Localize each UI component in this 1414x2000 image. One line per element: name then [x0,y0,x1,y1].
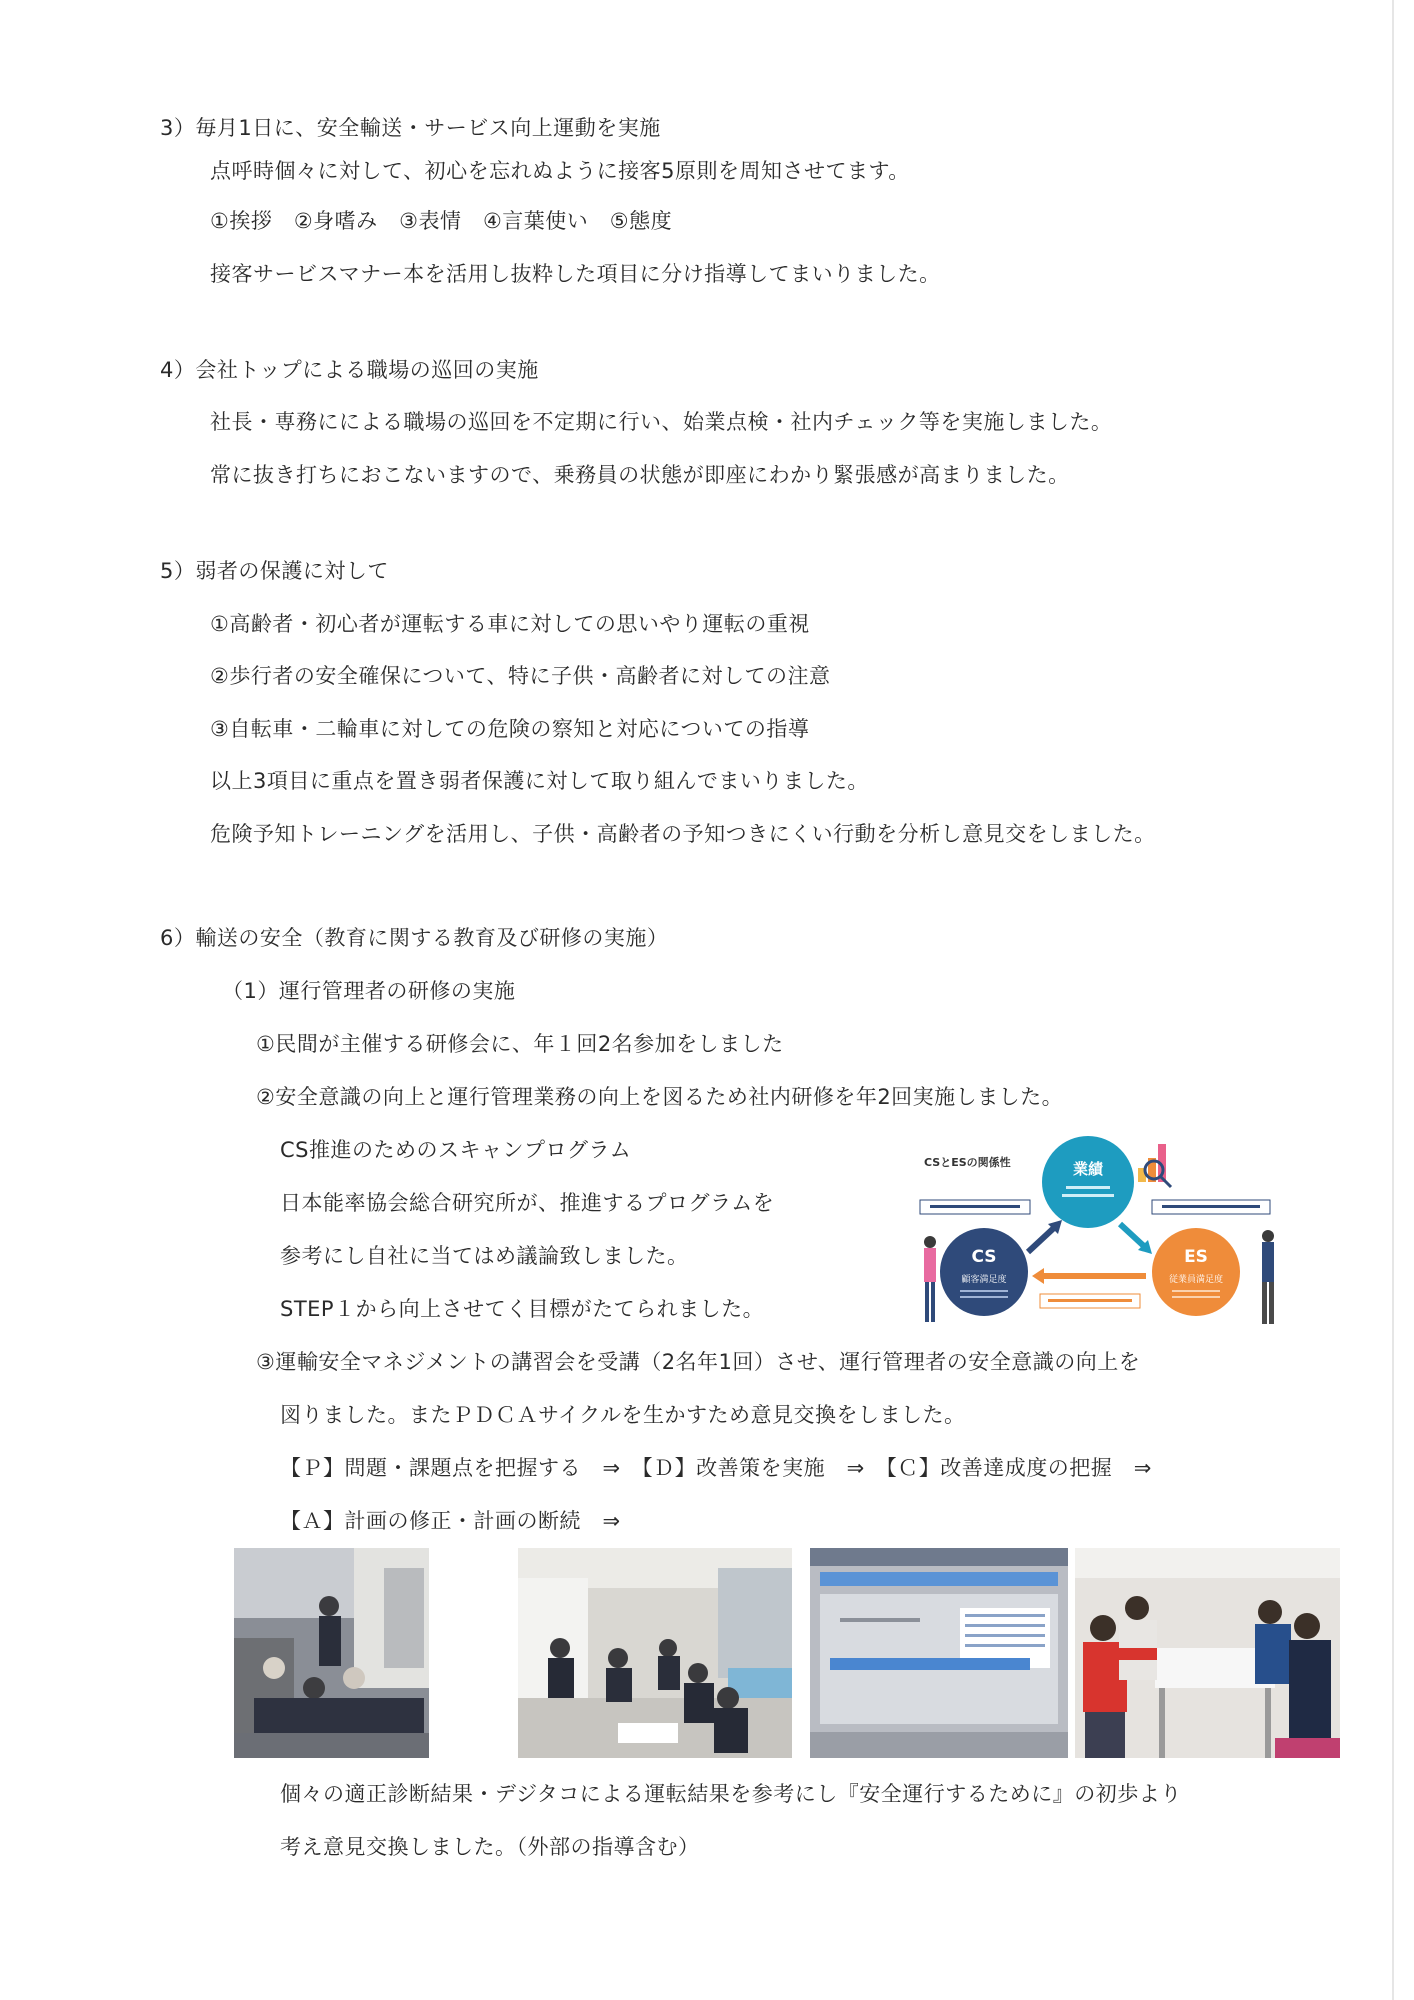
closing-line2: 考え意見交換しました。（外部の指導含む） [280,1835,700,1859]
cs-sub-label: 顧客満足度 [961,1275,1007,1285]
arrow-cs-to-performance [1028,1226,1056,1252]
diagram-title: CSとESの関係性 [924,1156,1011,1169]
photo-computer-screen [810,1548,1068,1758]
section4-line1: 社長・専務にによる職場の巡回を不定期に行い、始業点検・社内チェック等を実施しました。 [210,410,1113,434]
section6-cs-line4: STEP１から向上させてく目標がたてられました。 [280,1297,765,1321]
section6-sub1: （1）運行管理者の研修の実施 [222,979,516,1003]
section3-heading: 3）毎月1日に、安全輸送・サービス向上運動を実施 [160,116,661,140]
man-figure-icon [1262,1230,1274,1324]
cs-circle [940,1228,1028,1316]
section3-line2: 接客サービスマナー本を活用し抜粋した項目に分け指導してまいりました。 [210,262,941,286]
woman-figure-icon [924,1236,936,1322]
pdca-line1: 【Ｐ】問題・課題点を把握する ⇒ 【Ｄ】改善策を実施 ⇒ 【Ｃ】改善達成度の把握 ⇒ [280,1456,1152,1480]
es-sub-label: 従業員満足度 [1168,1275,1224,1285]
photo-meeting-room [1075,1548,1340,1758]
section6-heading: 6）輸送の安全（教育に関する教育及び研修の実施） [160,926,669,950]
photo-office-meeting-2 [518,1548,792,1758]
section6-cs-line2: 日本能率協会総合研究所が、推進するプログラムを [280,1191,775,1215]
es-circle [1152,1228,1240,1316]
section5-item1: ①高齢者・初心者が運転する車に対しての思いやり運転の重視 [210,612,810,636]
section5-line2: 危険予知トレーニングを活用し、子供・高齢者の予知つきにくい行動を分析し意見交をしました。 [210,822,1156,846]
arrow-performance-to-es [1120,1224,1146,1248]
section6-item3b: 図りました。またＰＤＣＡサイクルを生かすため意見交換をしました。 [280,1403,966,1427]
pdca-line2: 【Ａ】計画の修正・計画の断続 ⇒ [280,1509,621,1533]
cs-label: CS [971,1247,997,1267]
es-label: ES [1184,1247,1208,1267]
section3-principles: ①挨拶 ②身嗜み ③表情 ④言葉使い ⑤態度 [210,209,673,233]
closing-line1: 個々の適正診断結果・デジタコによる運転結果を参考にし『安全運行するために』の初歩より [280,1782,1182,1806]
section5-heading: 5）弱者の保護に対して [160,559,389,583]
cs-es-diagram [916,1130,1282,1330]
scan-edge-line [1392,0,1394,2000]
section3-line1: 点呼時個々に対して、初心を忘れぬように接客5原則を周知させてます。 [210,159,910,183]
section5-line1: 以上3項目に重点を置き弱者保護に対して取り組んでまいりました。 [210,769,869,793]
section6-cs-line3: 参考にし自社に当てはめ議論致しました。 [280,1244,689,1268]
section6-item3: ③運輸安全マネジメントの講習会を受講（2名年1回）させ、運行管理者の安全意識の向上を [256,1350,1141,1374]
performance-label: 業績 [1072,1160,1104,1178]
section6-item2: ②安全意識の向上と運行管理業務の向上を図るため社内研修を年2回実施しました。 [256,1085,1064,1109]
section6-cs-line1: CS推進のためのスキャンプログラム [280,1138,632,1162]
section5-item2: ②歩行者の安全確保について、特に子供・高齢者に対しての注意 [210,664,831,688]
performance-circle [1042,1136,1134,1228]
cs-es-diagram-graphic [916,1130,1282,1330]
section5-item3: ③自転車・二輪車に対しての危険の察知と対応についての指導 [210,717,810,741]
section4-heading: 4）会社トップによる職場の巡回の実施 [160,358,539,382]
section6-item1: ①民間が主催する研修会に、年１回2名参加をしました [256,1032,784,1056]
photo-office-meeting-1 [234,1548,429,1758]
section4-line2: 常に抜き打ちにおこないますので、乗務員の状態が即座にわかり緊張感が高まりました。 [210,463,1070,487]
